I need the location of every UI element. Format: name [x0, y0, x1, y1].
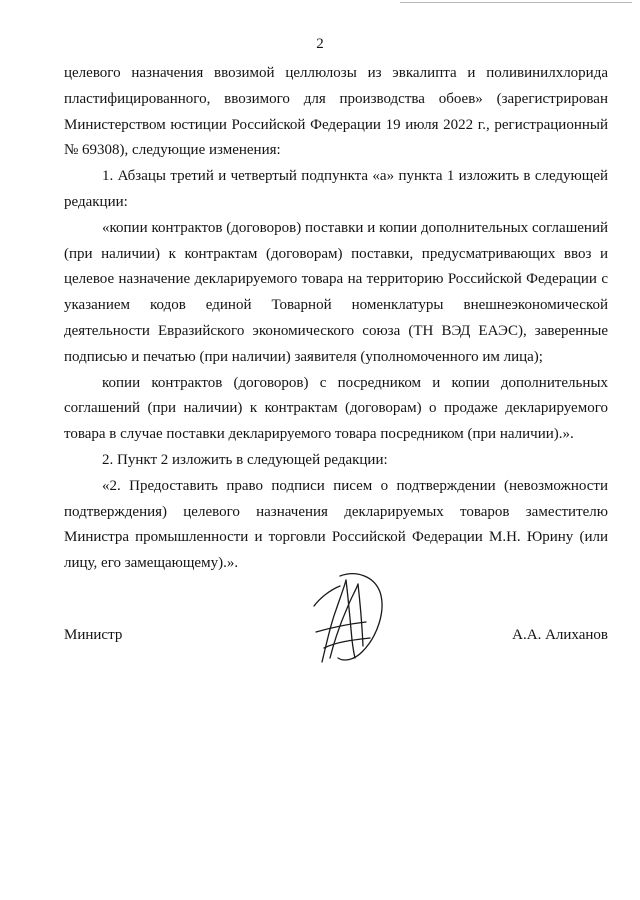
signatory-name: А.А. Алиханов: [512, 627, 608, 643]
page-number: 2: [316, 36, 324, 52]
document-body: [64, 61, 608, 577]
paragraph-quote-intermediary: копии контрактов (договоров) с посредником и копии дополнительных соглашений (при наличии) к контрактам (договорам) о продаже декларируемого товара в случае поставки декларируемого товара посредником (при наличии).».: [64, 374, 608, 443]
paragraph-quote-contracts: «копии контрактов (договоров) поставки и копии дополнительных соглашений (при наличии) к контрактам (договорам) поставки, предусматривающих ввоз и целевое назначение декларируемого товара на территорию Российской Федерации с указанием кодов единой Товарной номенклатуры внешнеэкономической деятельности Евразийского экономического союза (ТН ВЭД ЕАЭС), заверенные подписью и печатью (при наличии) заявителя (уполномоченного им лица);: [64, 219, 608, 365]
signatory-title: Министр: [64, 627, 123, 643]
signature-block: [64, 622, 608, 652]
paragraph-quote-signing-right: «2. Предоставить право подписи писем о подтверждении (невозможности подтверждения) целевого назначения декларируемых товаров заместителю Министра промышленности и торговли Российской Федерации М.Н. Юрину (или лицу, его замещающему).».: [64, 477, 608, 572]
paragraph-continuation: целевого назначения ввозимой целлюлозы из эвкалипта и поливинилхлорида пластифицированного, ввозимого для производства обоев» (зарегистрирован Министерством юстиции Российской Федерации 19 июля 2022 г., регистрационный № 69308), следующие изменения:: [64, 65, 608, 159]
paragraph-amendment-1: 1. Абзацы третий и четвертый подпункта «а» пункта 1 изложить в следующей редакции:: [64, 168, 608, 210]
paragraph-amendment-2: 2. Пункт 2 изложить в следующей редакции:: [102, 451, 388, 468]
scan-edge-line: [400, 2, 632, 3]
